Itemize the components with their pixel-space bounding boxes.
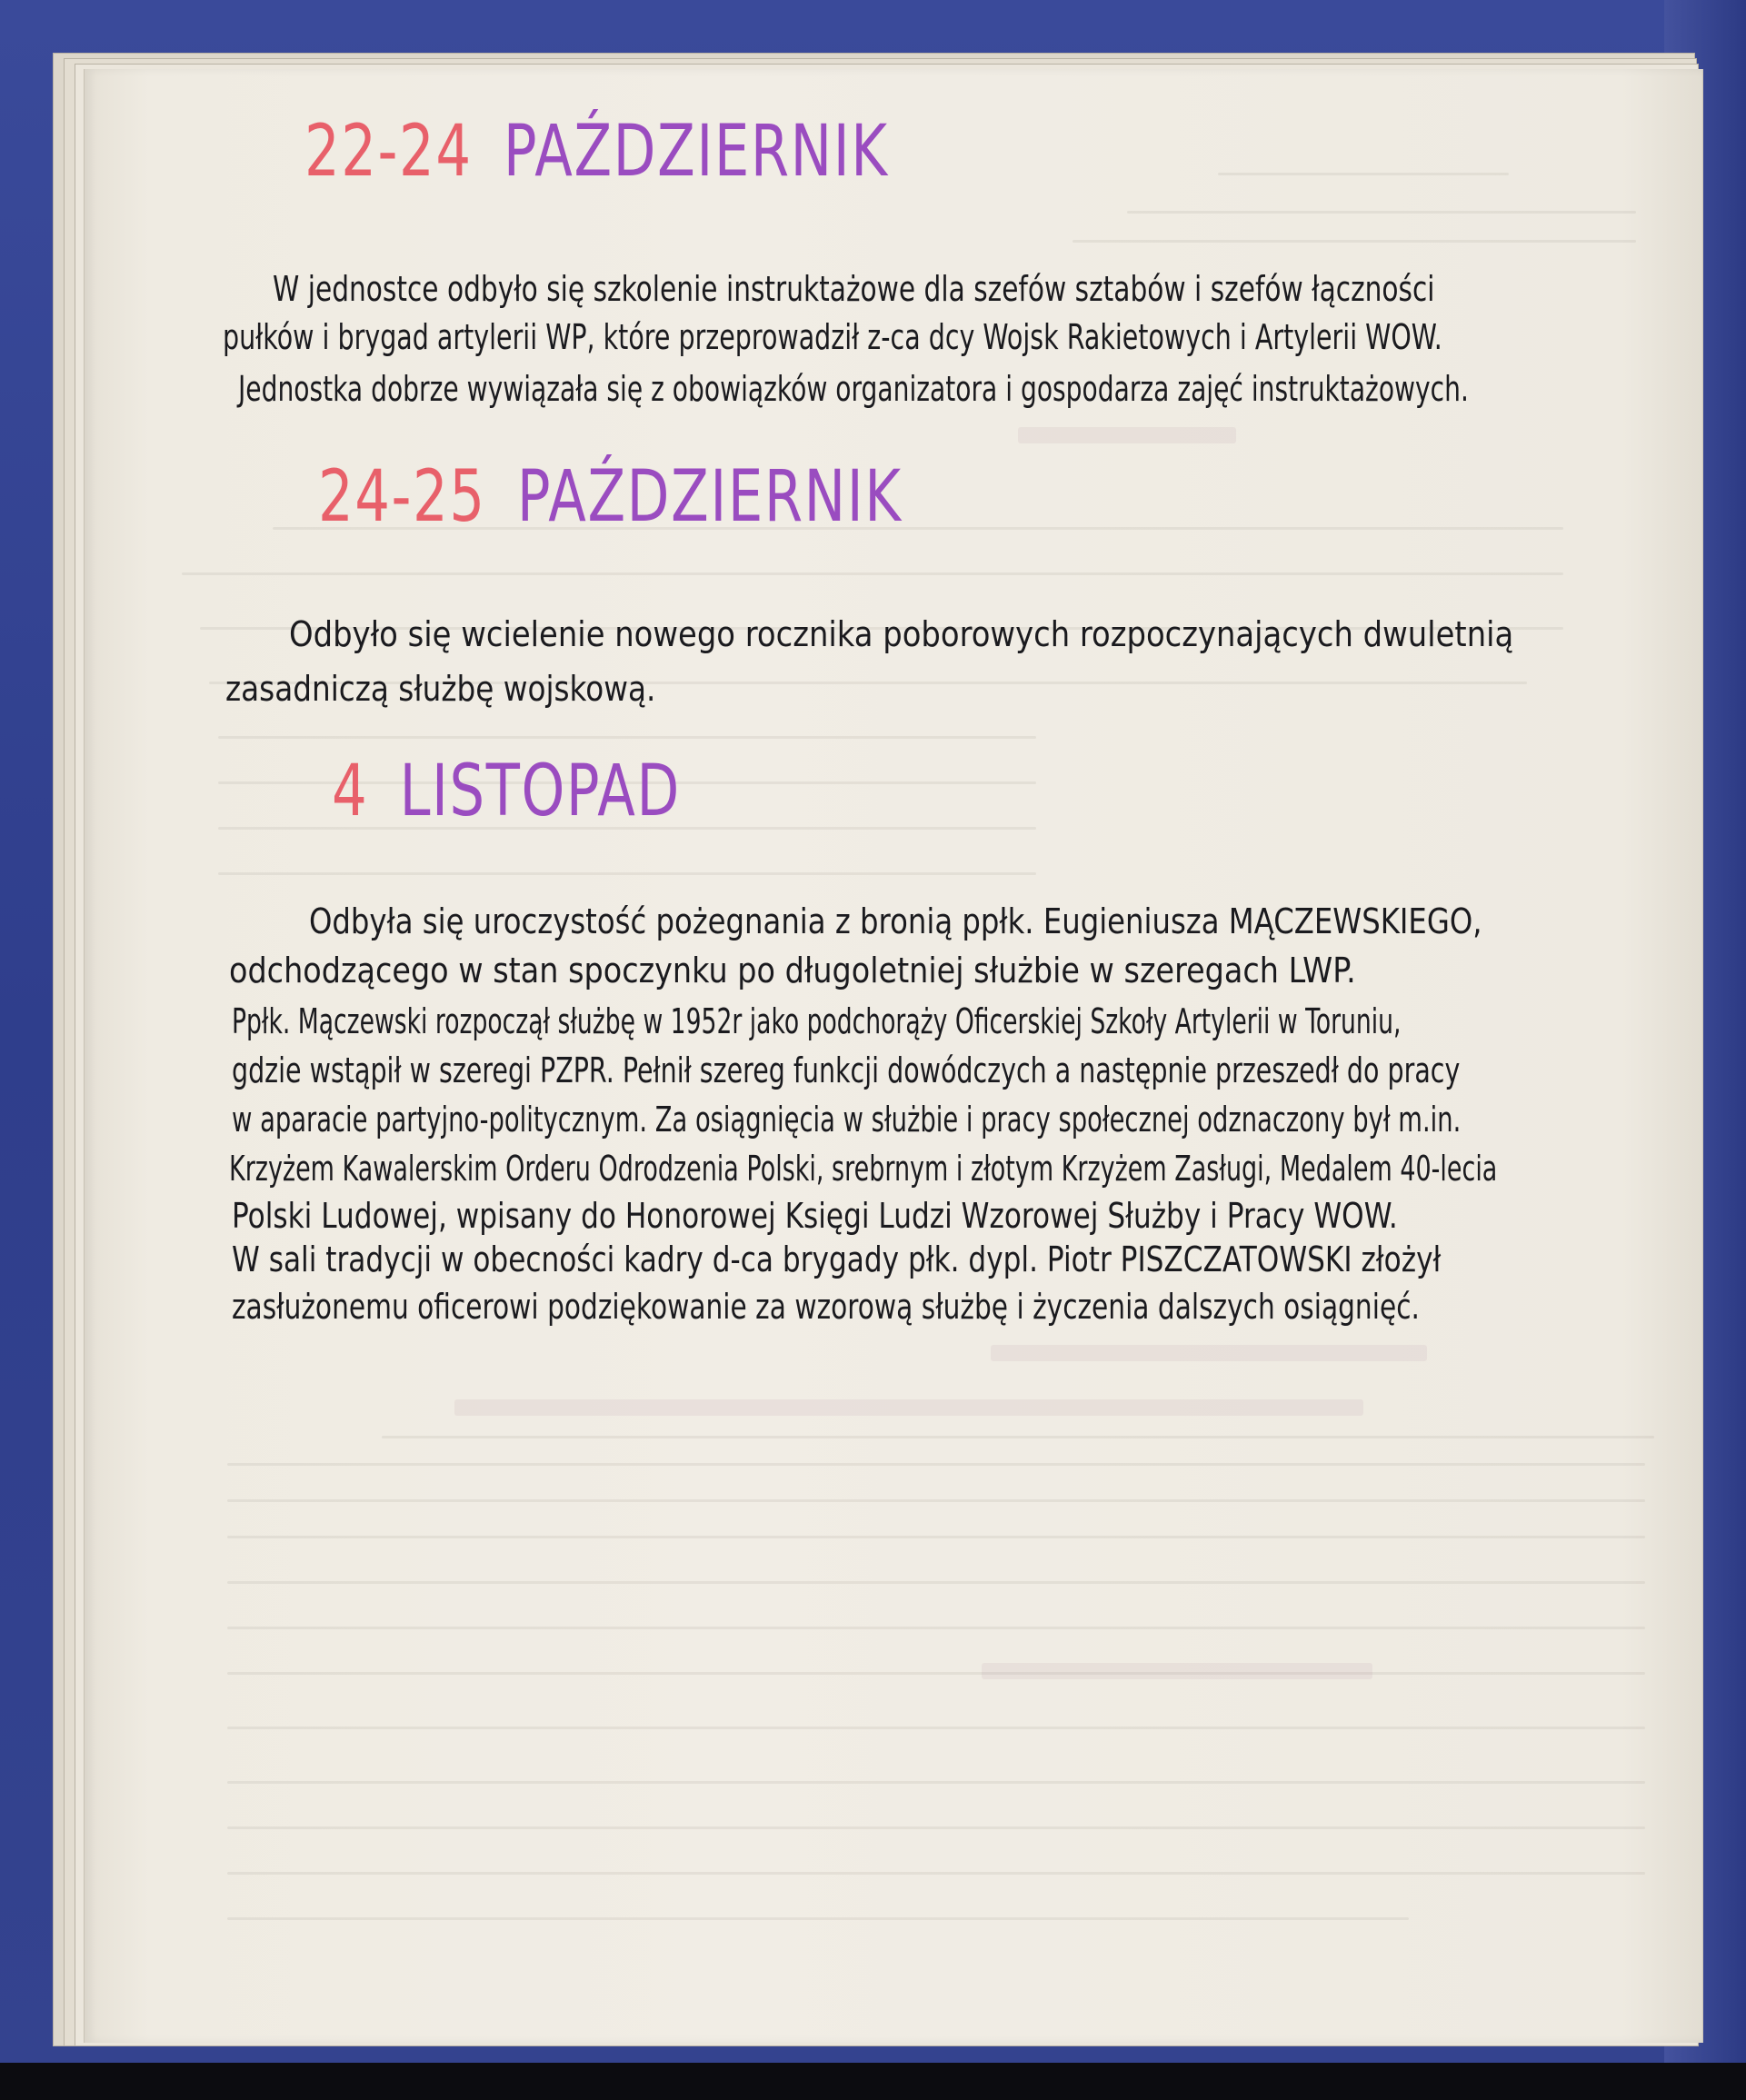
entry-text-line: W jednostce odbyło się szkolenie instruktażowe dla szefów sztabów i szefów łączności — [273, 269, 1435, 309]
entry-text-line: Polski Ludowej, wpisany do Honorowej Księgi Ludzi Wzorowej Służby i Pracy WOW. — [232, 1196, 1398, 1236]
entry-text-line: Ppłk. Mączewski rozpoczął służbę w 1952r jako podchorąży Oficerskiej Szkoły Artylerii w Toruniu, — [232, 1001, 1402, 1041]
entry-date: 22-24 — [304, 111, 473, 193]
entry-text-line: Krzyżem Kawalerskim Orderu Odrodzenia Polski, srebrnym i złotym Krzyżem Zasługi, Medalem 40-lecia — [229, 1149, 1498, 1189]
entry-text-line: Odbyło się wcielenie nowego rocznika poborowych rozpoczynających dwuletnią — [289, 614, 1514, 654]
entry-text-line: gdzie wstąpił w szeregi PZPR. Pełnił szereg funkcji dowódczych a następnie przeszedł do pracy — [232, 1050, 1461, 1090]
entry-text-line: Odbyła się uroczystość pożegnania z bronią ppłk. Eugieniusza MĄCZEWSKIEGO, — [309, 901, 1482, 941]
entry-heading — [318, 456, 903, 538]
entry-text-line: zasadniczą służbę wojskową. — [225, 669, 656, 709]
entry-text-line: w aparacie partyjno-politycznym. Za osiągnięcia w służbie i pracy społecznej odznaczony był m.in. — [232, 1100, 1462, 1140]
entry-text-line: W sali tradycji w obecności kadry d-ca brygady płk. dypl. Piotr PISZCZATOWSKI złożył — [232, 1239, 1442, 1279]
entry-month: LISTOPAD — [399, 751, 681, 832]
entry-month: PAŹDZIERNIK — [503, 111, 889, 193]
entry-heading — [304, 111, 889, 193]
entry-heading — [332, 751, 681, 832]
entry-text-line: odchodzącego w stan spoczynku po długoletniej służbie w szeregach LWP. — [229, 950, 1356, 990]
entry-month: PAŹDZIERNIK — [516, 456, 903, 538]
entry-date: 24-25 — [318, 456, 486, 538]
entry-date: 4 — [332, 751, 369, 832]
entry-text-line: Jednostka dobrze wywiązała się z obowiązków organizatora i gospodarza zajęć instruktażowych. — [238, 369, 1469, 409]
entry-text-line: pułków i brygad artylerii WP, które przeprowadził z-ca dcy Wojsk Rakietowych i Artylerii WOW. — [223, 317, 1442, 357]
entry-text-line: zasłużonemu oficerowi podziękowanie za wzorową służbę i życzenia dalszych osiągnięć. — [232, 1287, 1420, 1327]
